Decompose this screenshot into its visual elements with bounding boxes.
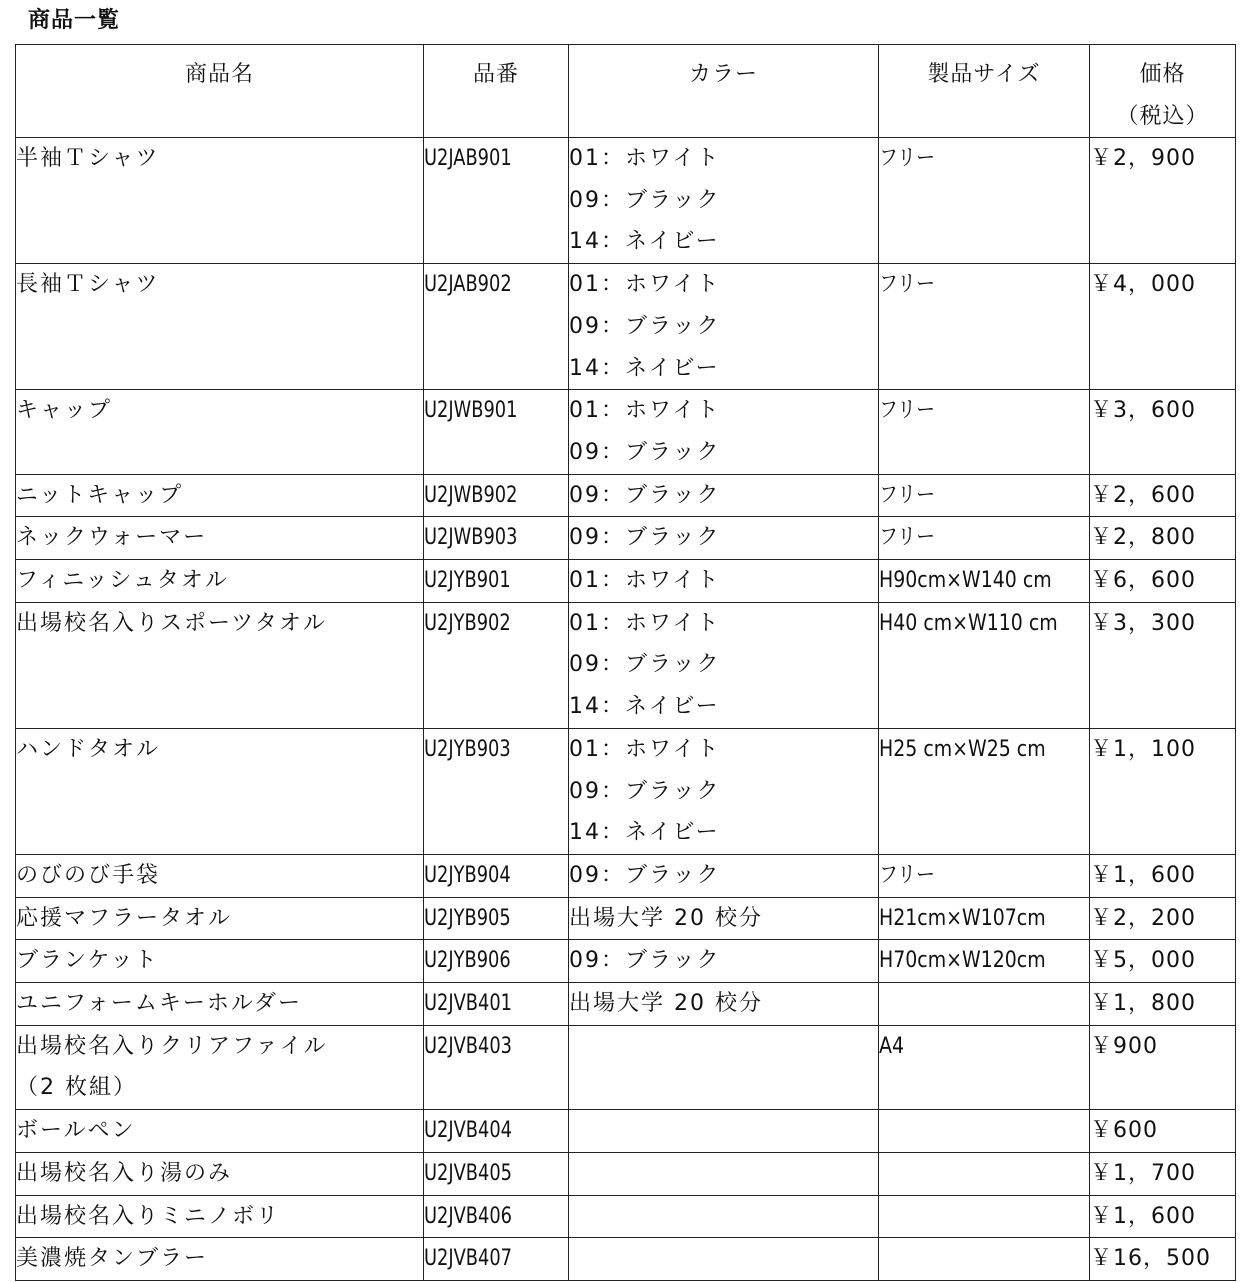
cell-price-text: ￥16，500 [1090, 1246, 1211, 1272]
cell-product-code-text: U2JYB901 [424, 568, 511, 594]
table-row [16, 1195, 1236, 1238]
cell-color-text: 01：ホワイト [569, 736, 721, 762]
header-color: カラー [569, 45, 879, 138]
cell-product-name-text: ハンドタオル [16, 736, 161, 762]
cell-color [569, 1195, 879, 1238]
cell-size-text: H21cm×W107cm [879, 905, 1046, 931]
cell-product-code-text: U2JYB904 [424, 862, 511, 888]
cell-color-text: 09：ブラック [569, 187, 721, 213]
cell-price [1090, 854, 1236, 897]
cell-price [1090, 264, 1236, 390]
cell-price-text: ￥3，300 [1090, 610, 1196, 636]
cell-size-text: フリー [879, 146, 936, 171]
table-header-row [16, 45, 1236, 138]
cell-size-text: フリー [879, 272, 936, 298]
cell-product-code [424, 138, 569, 264]
cell-price-text: ￥1，800 [1090, 991, 1196, 1017]
cell-color-text: 14：ネイビー [569, 229, 720, 255]
cell-price [1090, 897, 1236, 940]
cell-price [1090, 138, 1236, 264]
cell-price-text: ￥3，600 [1090, 398, 1196, 424]
cell-price-text: ￥6，600 [1090, 568, 1196, 594]
cell-product-code-text: U2JYB902 [424, 610, 511, 636]
cell-product-name [16, 1110, 424, 1153]
cell-product-name [16, 940, 424, 983]
cell-color [569, 517, 879, 560]
cell-size-text: フリー [879, 862, 936, 888]
cell-size [879, 138, 1090, 264]
cell-color [569, 1110, 879, 1153]
cell-size-text: フリー [879, 525, 936, 551]
cell-color-text: 09：ブラック [569, 652, 721, 678]
cell-product-name [16, 560, 424, 603]
cell-price [1090, 1110, 1236, 1153]
cell-product-name [16, 1238, 424, 1281]
cell-price-text: ￥2，800 [1090, 525, 1196, 551]
cell-product-code-text: U2JWB901 [424, 398, 518, 424]
cell-product-name [16, 602, 424, 728]
product-table [15, 44, 1236, 1281]
cell-product-name-text: 美濃焼タンブラー [16, 1246, 209, 1272]
table-row [16, 1238, 1236, 1281]
table-row [16, 264, 1236, 390]
cell-color [569, 897, 879, 940]
cell-product-code-text: U2JVB404 [424, 1118, 513, 1144]
cell-product-code-text: U2JVB406 [424, 1203, 513, 1229]
table-row [16, 1110, 1236, 1153]
table-row [16, 983, 1236, 1026]
cell-product-name-text: 半袖Ｔシャツ [16, 146, 160, 171]
cell-product-code [424, 1025, 569, 1109]
cell-price [1090, 1152, 1236, 1195]
cell-size-text: フリー [879, 398, 936, 424]
cell-product-code [424, 560, 569, 603]
cell-color [569, 602, 879, 728]
cell-color-text: 01：ホワイト [569, 568, 721, 594]
cell-product-name-text: 出場校名入り湯のみ [16, 1160, 233, 1186]
cell-product-code-text: U2JVB407 [424, 1246, 513, 1272]
cell-color [569, 560, 879, 603]
cell-product-code-text: U2JWB902 [424, 482, 518, 508]
table-row [16, 897, 1236, 940]
table-row [16, 1152, 1236, 1195]
cell-product-code-text: U2JYB906 [424, 948, 511, 974]
cell-price [1090, 474, 1236, 517]
cell-color-text: 09：ブラック [569, 948, 721, 974]
cell-product-name [16, 517, 424, 560]
header-size: 製品サイズ [879, 45, 1090, 138]
cell-color-text: 09：ブラック [569, 778, 721, 804]
cell-size-text: フリー [879, 482, 936, 508]
cell-product-name-text: 長袖Ｔシャツ [16, 272, 160, 298]
cell-color-text: 09：ブラック [569, 482, 721, 508]
cell-color-text: 14：ネイビー [569, 355, 720, 381]
table-body [16, 138, 1236, 1281]
table-row [16, 940, 1236, 983]
cell-size-text: H90cm×W140 cm [879, 568, 1052, 594]
cell-price [1090, 517, 1236, 560]
cell-size [879, 1238, 1090, 1281]
cell-size [879, 983, 1090, 1026]
cell-price-text: ￥600 [1090, 1118, 1158, 1144]
cell-color [569, 854, 879, 897]
cell-size [879, 854, 1090, 897]
cell-product-name [16, 983, 424, 1026]
cell-product-code [424, 264, 569, 390]
cell-color-text: 01：ホワイト [569, 146, 721, 171]
cell-price-text: ￥1，100 [1090, 736, 1196, 762]
cell-product-name-text: ユニフォームキーホルダー [16, 991, 303, 1017]
cell-color [569, 1025, 879, 1109]
cell-size [879, 390, 1090, 474]
cell-price [1090, 1025, 1236, 1109]
cell-price [1090, 1195, 1236, 1238]
cell-color-text: 01：ホワイト [569, 398, 721, 424]
cell-product-code-text: U2JAB902 [424, 272, 512, 298]
cell-product-name [16, 264, 424, 390]
cell-price-text: ￥2，900 [1090, 146, 1196, 171]
cell-size [879, 897, 1090, 940]
cell-product-name [16, 138, 424, 264]
cell-color [569, 264, 879, 390]
cell-color [569, 474, 879, 517]
cell-size-text: A4 [879, 1033, 904, 1059]
cell-price [1090, 728, 1236, 854]
cell-product-name-text: 応援マフラータオル [16, 905, 233, 931]
cell-product-name-text: ネックウォーマー [16, 525, 208, 551]
cell-size [879, 940, 1090, 983]
table-row [16, 517, 1236, 560]
cell-color-text: 09：ブラック [569, 525, 721, 551]
cell-product-code-text: U2JAB901 [424, 146, 512, 171]
cell-product-name [16, 1152, 424, 1195]
cell-size [879, 560, 1090, 603]
cell-product-code [424, 1238, 569, 1281]
cell-product-code [424, 517, 569, 560]
cell-product-code [424, 728, 569, 854]
cell-product-name [16, 897, 424, 940]
cell-size-text: H25 cm×W25 cm [879, 736, 1046, 762]
cell-size [879, 1110, 1090, 1153]
cell-price [1090, 390, 1236, 474]
cell-price [1090, 983, 1236, 1026]
cell-color-text: 14：ネイビー [569, 694, 720, 720]
cell-color-text: 09：ブラック [569, 862, 721, 888]
cell-color [569, 1238, 879, 1281]
cell-product-name-text: （2 枚組） [16, 1075, 137, 1101]
cell-size-text: H70cm×W120cm [879, 948, 1046, 974]
cell-price-text: ￥2，600 [1090, 482, 1196, 508]
header-code: 品番 [424, 45, 569, 138]
cell-product-name [16, 1195, 424, 1238]
table-row [16, 560, 1236, 603]
header-name: 商品名 [16, 45, 424, 138]
cell-product-code-text: U2JVB405 [424, 1160, 513, 1186]
table-row [16, 1025, 1236, 1109]
cell-color-text: 01：ホワイト [569, 272, 721, 298]
cell-product-code-text: U2JVB403 [424, 1033, 513, 1059]
cell-size [879, 264, 1090, 390]
cell-price-text: ￥900 [1090, 1033, 1158, 1059]
cell-product-code [424, 983, 569, 1026]
cell-product-code [424, 940, 569, 983]
cell-size [879, 728, 1090, 854]
cell-color [569, 138, 879, 264]
table-row [16, 474, 1236, 517]
cell-product-name-text: 出場校名入りスポーツタオル [16, 610, 327, 636]
cell-color [569, 983, 879, 1026]
cell-color [569, 1152, 879, 1195]
cell-color-text: 14：ネイビー [569, 820, 720, 846]
cell-price-text: ￥2，200 [1090, 905, 1196, 931]
cell-product-name [16, 474, 424, 517]
cell-product-name [16, 728, 424, 854]
cell-product-name-text: ボールペン [16, 1118, 136, 1144]
page-title: 商品一覧 [28, 8, 121, 33]
cell-product-code [424, 897, 569, 940]
cell-size [879, 474, 1090, 517]
cell-size [879, 602, 1090, 728]
cell-product-name-text: ニットキャップ [16, 482, 184, 508]
cell-color-text: 09：ブラック [569, 439, 721, 465]
cell-product-code [424, 602, 569, 728]
cell-color-text: 出場大学 20 校分 [569, 905, 763, 931]
cell-price-text: ￥1，700 [1090, 1160, 1196, 1186]
cell-product-code [424, 1195, 569, 1238]
cell-product-code-text: U2JYB903 [424, 736, 511, 762]
header-price: 価格 （税込） [1090, 45, 1236, 138]
cell-product-code [424, 474, 569, 517]
cell-product-name [16, 854, 424, 897]
cell-price [1090, 1238, 1236, 1281]
cell-size-text: H40 cm×W110 cm [879, 610, 1058, 636]
cell-size [879, 1195, 1090, 1238]
cell-product-name-text: ブランケット [16, 948, 159, 974]
cell-price-text: ￥5，000 [1090, 948, 1196, 974]
cell-product-code-text: U2JWB903 [424, 525, 518, 551]
cell-product-code-text: U2JVB401 [424, 991, 513, 1017]
cell-product-name [16, 1025, 424, 1109]
cell-color-text: 出場大学 20 校分 [569, 991, 763, 1017]
cell-product-name-text: 出場校名入りミニノボリ [16, 1203, 281, 1229]
table-row [16, 728, 1236, 854]
table-row [16, 390, 1236, 474]
cell-size [879, 517, 1090, 560]
cell-color-text: 01：ホワイト [569, 610, 721, 636]
cell-product-code [424, 1152, 569, 1195]
cell-color [569, 728, 879, 854]
cell-color [569, 940, 879, 983]
cell-price-text: ￥1，600 [1090, 862, 1196, 888]
cell-size [879, 1152, 1090, 1195]
cell-price-text: ￥4，000 [1090, 272, 1196, 298]
cell-product-name [16, 390, 424, 474]
cell-price-text: ￥1，600 [1090, 1203, 1196, 1229]
cell-product-code [424, 1110, 569, 1153]
cell-price [1090, 940, 1236, 983]
cell-color-text: 09：ブラック [569, 313, 721, 339]
cell-size [879, 1025, 1090, 1109]
cell-price [1090, 560, 1236, 603]
cell-price [1090, 602, 1236, 728]
table-row [16, 854, 1236, 897]
cell-product-code [424, 854, 569, 897]
table-row [16, 602, 1236, 728]
cell-color [569, 390, 879, 474]
cell-product-name-text: キャップ [16, 398, 113, 424]
cell-product-code-text: U2JYB905 [424, 905, 511, 931]
cell-product-name-text: のびのび手袋 [16, 862, 161, 888]
cell-product-name-text: 出場校名入りクリアファイル [16, 1033, 328, 1059]
table-row [16, 138, 1236, 264]
cell-product-code [424, 390, 569, 474]
cell-product-name-text: フィニッシュタオル [16, 568, 229, 594]
